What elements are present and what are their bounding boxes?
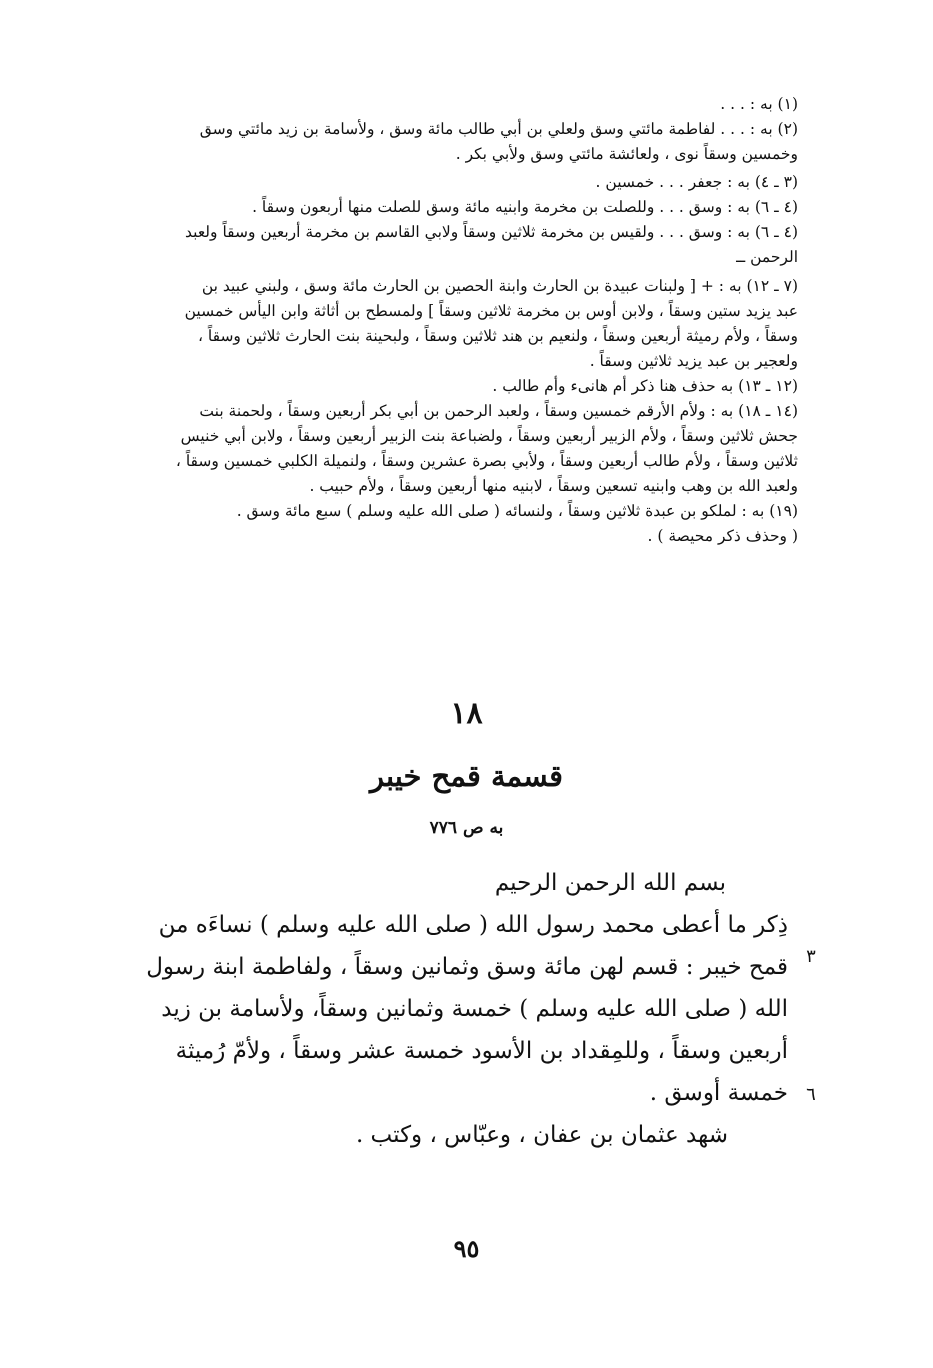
main-line: شهد عثمان بن عفان ، وعبّاس ، وكتب . — [355, 1122, 728, 1148]
footnote-line: (٧ ـ ١٢) به : + [ ولبنات عبيدة بن الحارث وابنة الحصين بن الحارث مائة وسق ، ولبني عبيد بن — [201, 277, 798, 295]
footnote-3 — [150, 170, 798, 195]
chapter-number: ١٨ — [450, 696, 483, 731]
footnote-9 — [150, 499, 798, 549]
footnote-2 — [150, 117, 798, 167]
main-line: خمسة أوسق . — [649, 1080, 788, 1106]
footnote-line: (١٢ ـ ١٣) به حذف هنا ذكر أم هانىء وأم طالب . — [492, 377, 798, 395]
main-text — [138, 862, 788, 1156]
footnote-line: ثلاثين وسقاً ، ولأم طالب أربعين وسقاً ، ولأبي بصرة عشرين وسقاً ، ولنميلة الكلبي خمسين وسقاً ، — [175, 452, 798, 470]
line-number: ٣ — [806, 946, 816, 967]
footnote-line: وخمسين وسقاً نوى ، ولعائشة مائتي وسق ولأبي بكر . — [455, 145, 798, 163]
footnotes — [150, 92, 798, 549]
main-line: أربعين وسقاً ، وللمِقداد بن الأسود خمسة عشر وسقاً ، ولأمّ رُميثة — [175, 1038, 788, 1064]
footnote-1 — [150, 92, 798, 117]
line-number: ٦ — [806, 1084, 816, 1105]
footnote-4 — [150, 195, 798, 220]
main-line: بسم الله الرحمن الرحيم — [494, 870, 726, 896]
main-line: الله ( صلى الله عليه وسلم ) خمسة وثمانين وسقاً، ولأسامة بن زيد — [161, 996, 788, 1022]
footnote-5 — [150, 220, 798, 270]
footnote-line: (٤ ـ ٦) به : وسق . . . ولقيس بن مخرمة ثلاثين وسقاً ولابي القاسم بن مخرمة أربعين وسقاً ولعبد — [185, 223, 798, 241]
footnote-line: (١٤ ـ ١٨) به : ولأم الأرقم خمسين وسقاً ، ولعبد الرحمن بن أبي بكر أربعين وسقاً ، ولحمنة بنت — [199, 402, 798, 420]
footnote-line: (٣ ـ ٤) به : جعفر . . . خمسين . — [595, 173, 798, 191]
footnote-line: (١٩) به : لملكو بن عبدة ثلاثين وسقاً ، ولنسائه ( صلى الله عليه وسلم ) سبع مائة وسق . — [236, 502, 798, 520]
footnote-7 — [150, 374, 798, 399]
footnote-line: ولعبد الله بن وهب وابنيه تسعين وسقاً ، لابنيه منها أربعين وسقاً ، ولأم حبيب . — [309, 477, 798, 495]
chapter-title: قسمة قمح خيبر — [369, 759, 564, 793]
footnote-line: جحش ثلاثين وسقاً ، ولأم الزبير أربعين وسقاً ، ولضباعة بنت الزبير أربعين وسقاً ، ولابن أبي خنيس — [180, 427, 798, 445]
main-line: قمح خيبر : قسم لهن مائة وسق وثمانين وسقاً ، ولفاطمة ابنة رسول — [146, 954, 788, 980]
footnote-line: عبد يزيد ستين وسقاً ، ولابن أوس بن مخرمة ثلاثين وسقاً ] ولمسطح بن أثاثة وابن اليأس خمسين — [184, 302, 798, 320]
footnote-line: (٢) به : . . . لفاطمة مائتي وسق ولعلي بن أبي طالب مائة وسق ، ولأسامة بن زيد مائتي وسق — [199, 120, 798, 138]
footnote-line: وسقاً ، ولأم رميثة أربعين وسقاً ، ولنعيم بن هند ثلاثين وسقاً ، ولبحينة بنت الحارث ثلاثين وسقاً ، — [197, 327, 798, 345]
footnote-8 — [150, 399, 798, 499]
footnote-line: (١) به : . . . — [720, 95, 798, 113]
main-line: ذِكر ما أعطى محمد رسول الله ( صلى الله عليه وسلم ) نساءَه من — [158, 912, 788, 938]
footnote-line: الرحمن ــ — [736, 248, 798, 266]
chapter-reference: به ص ٧٧٦ — [429, 818, 504, 838]
footnote-line: (٤ ـ ٦) به : وسق . . . وللصلت بن مخرمة وابنيه مائة وسق للصلت منها أربعون وسقاً . — [252, 198, 798, 216]
page-number: ٩٥ — [453, 1234, 480, 1263]
footnote-line: ( وحذف ذكر محيصة ) . — [647, 527, 798, 545]
footnote-6 — [150, 274, 798, 374]
footnote-line: ولعجير بن عبد يزيد ثلاثين وسقاً . — [589, 352, 798, 370]
